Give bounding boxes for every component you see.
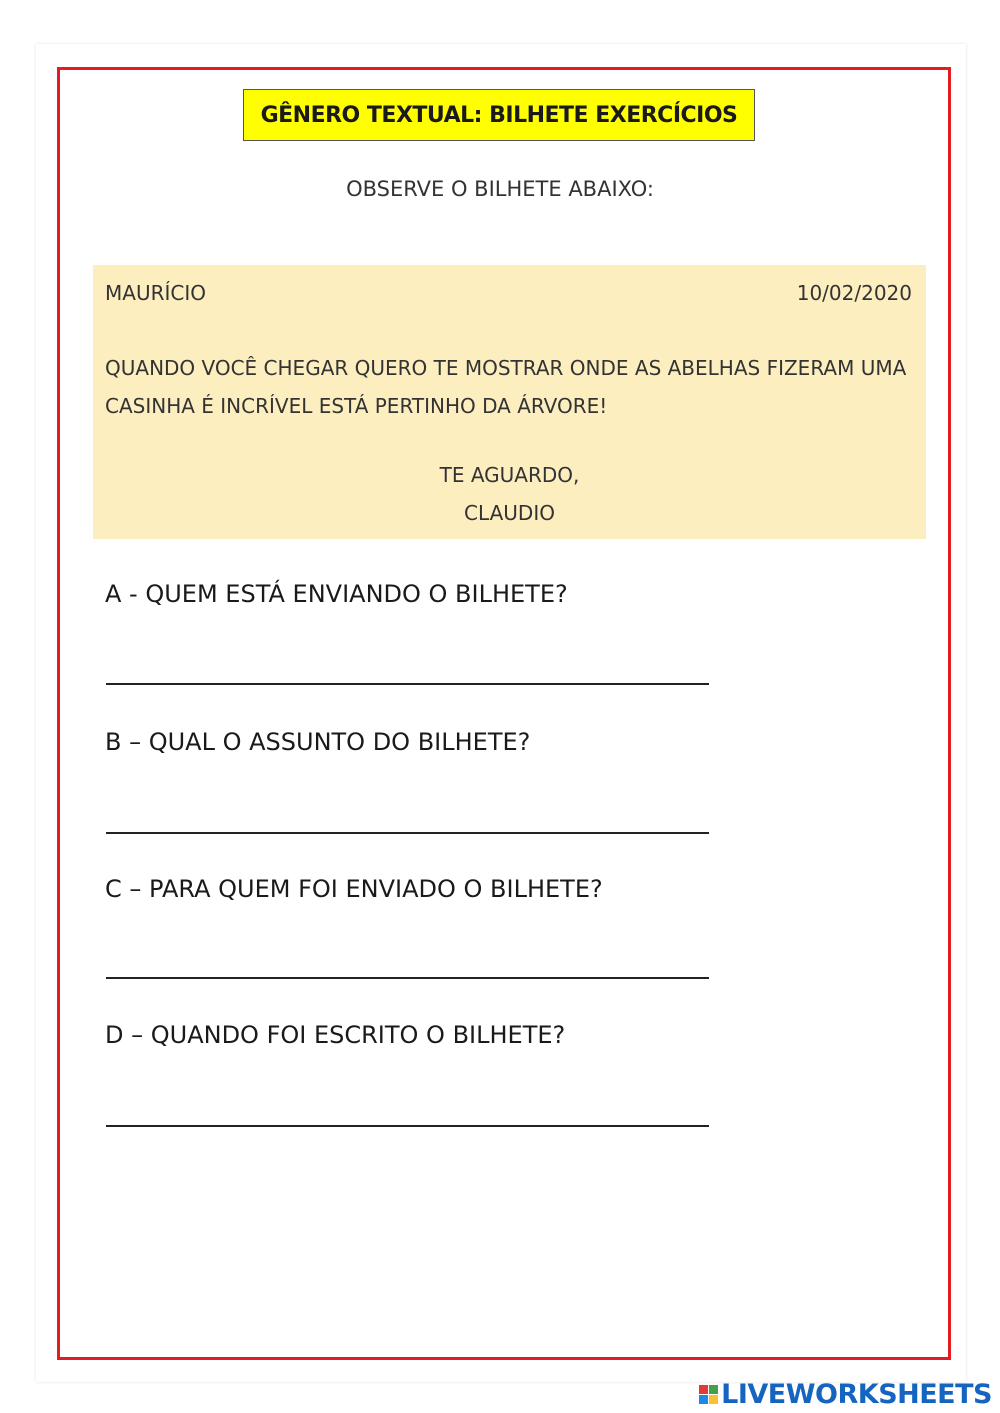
- brand-name: LIVEWORKSHEETS: [721, 1378, 992, 1410]
- note-body: QUANDO VOCÊ CHEGAR QUERO TE MOSTRAR ONDE AS ABELHAS FIZERAM UMA CASINHA É INCRÍVEL ESTÁ PERTINHO DA ÁRVORE!: [105, 356, 907, 418]
- question-d: D – QUANDO FOI ESCRITO O BILHETE?: [105, 1021, 566, 1049]
- worksheet-title: GÊNERO TEXTUAL: BILHETE EXERCÍCIOS: [243, 89, 755, 141]
- instruction-text: OBSERVE O BILHETE ABAIXO:: [346, 177, 654, 201]
- note-card: [93, 265, 926, 539]
- liveworksheets-logo-icon: [699, 1385, 718, 1404]
- red-border-frame: [57, 67, 951, 1360]
- answer-line-c[interactable]: [106, 977, 709, 979]
- question-a: A - QUEM ESTÁ ENVIANDO O BILHETE?: [105, 580, 568, 608]
- note-signature: CLAUDIO: [464, 501, 555, 525]
- note-date: 10/02/2020: [796, 281, 912, 305]
- answer-line-a[interactable]: [106, 683, 709, 685]
- note-recipient: MAURÍCIO: [105, 281, 206, 305]
- question-c: C – PARA QUEM FOI ENVIADO O BILHETE?: [105, 875, 603, 903]
- answer-line-d[interactable]: [106, 1125, 709, 1127]
- liveworksheets-brand: [699, 1378, 992, 1410]
- question-b: B – QUAL O ASSUNTO DO BILHETE?: [105, 728, 531, 756]
- answer-line-b[interactable]: [106, 832, 709, 834]
- note-closing: TE AGUARDO,: [439, 463, 580, 487]
